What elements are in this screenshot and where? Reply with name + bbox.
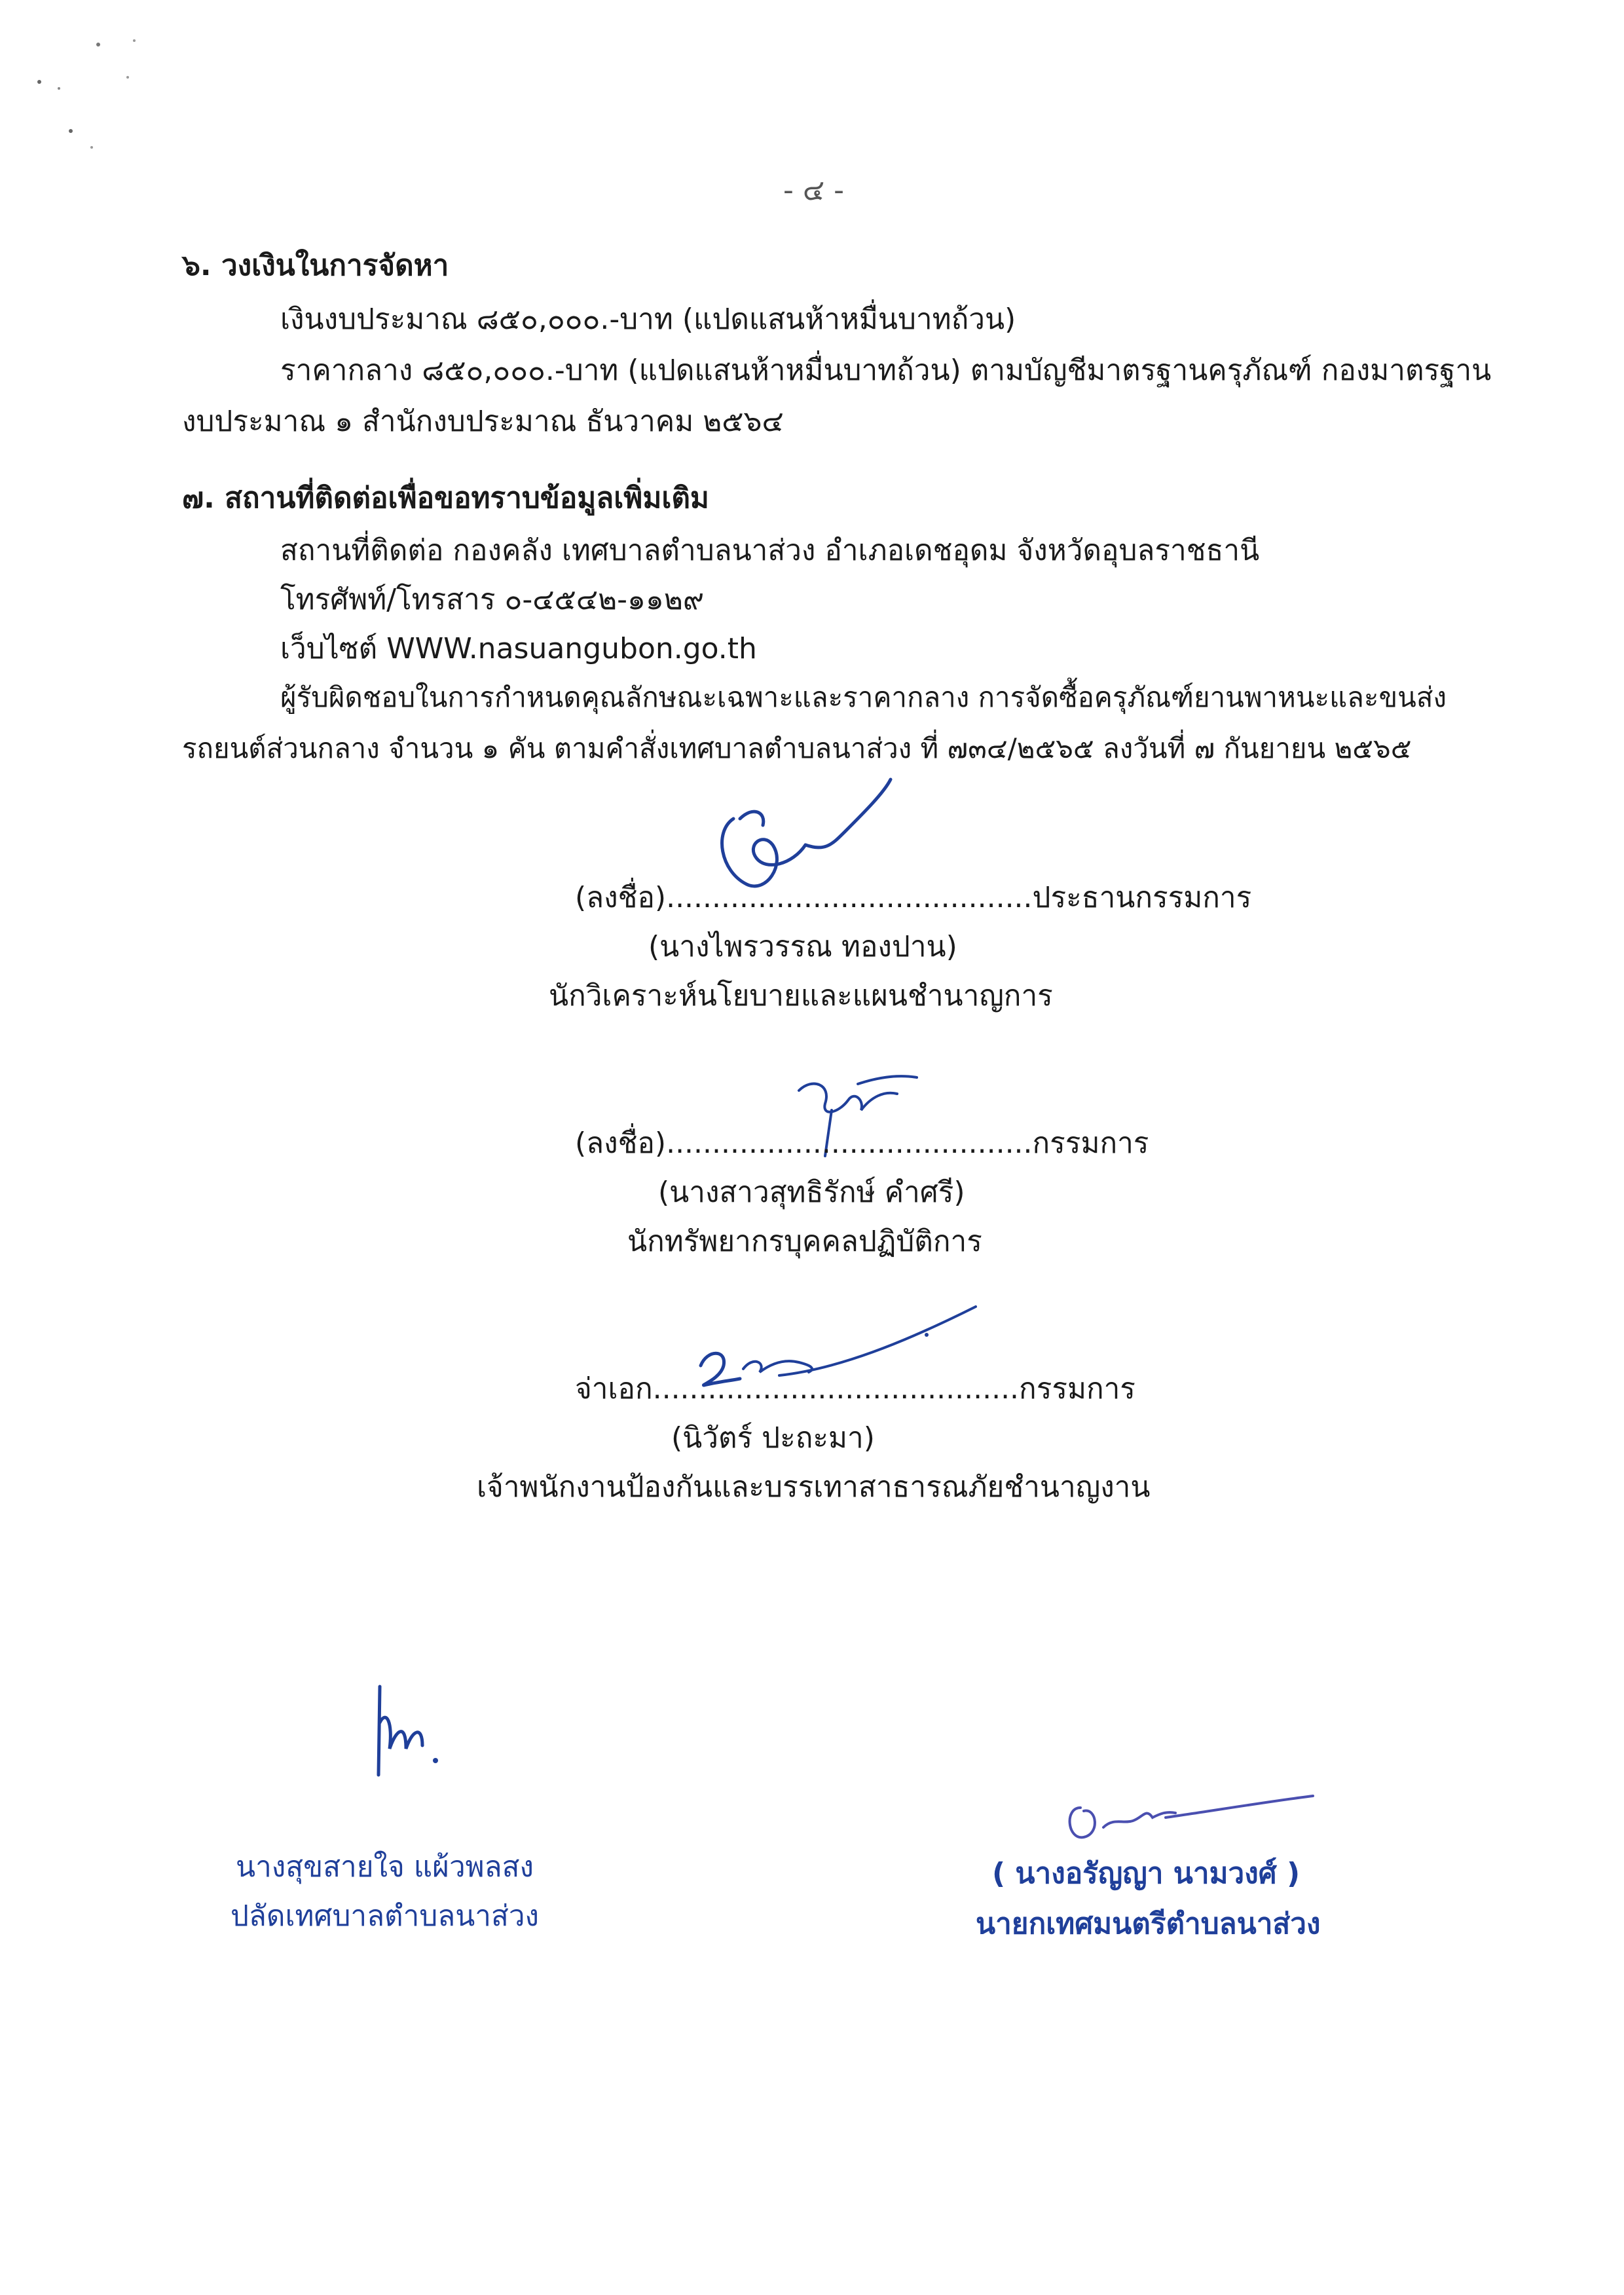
approver-left-position: ปลัดเทศบาลตำบลนาส่วง — [231, 1899, 540, 1933]
signatory1-sign-line — [575, 881, 1251, 916]
signatory2-dots: ........................................ — [666, 1127, 1033, 1160]
section7-website: เว็บไซต์ WWW.nasuangubon.go.th — [280, 632, 757, 665]
signatory1-role: ประธานกรรมการ — [1032, 881, 1252, 914]
signatory3-dots: ........................................ — [652, 1372, 1020, 1406]
signatory3-name: (นิวัตร์ ปะถะมา) — [671, 1421, 875, 1455]
section6-budget-line: เงินงบประมาณ ๘๕๐,๐๐๐.-บาท (แปดแสนห้าหมื่นบาทถ้วน) — [280, 303, 1016, 336]
signatory3-prefix: จ่าเอก — [575, 1372, 653, 1406]
signatory2-role: กรรมการ — [1032, 1127, 1149, 1160]
signatory2-position: นักทรัพยากรบุคคลปฏิบัติการ — [627, 1225, 982, 1258]
section7-responsible-line2: รถยนต์ส่วนกลาง จำนวน ๑ คัน ตามคำสั่งเทศบาลตำบลนาส่วง ที่ ๗๓๔/๒๕๖๕ ลงวันที่ ๗ กันยายน ๒๕๖๕ — [182, 732, 1412, 764]
signatory2-prefix: (ลงชื่อ) — [575, 1127, 667, 1160]
section6-median-line2: งบประมาณ ๑ สำนักงบประมาณ ธันวาคม ๒๕๖๔ — [182, 405, 784, 438]
signatory1-name: (นางไพรวรรณ ทองปาน) — [648, 930, 957, 963]
signatory2-sign-line — [575, 1127, 1149, 1161]
signatory1-prefix: (ลงชื่อ) — [575, 881, 667, 914]
signatory1-dots: ........................................ — [666, 881, 1033, 914]
section7-contact-place: สถานที่ติดต่อ กองคลัง เทศบาลตำบลนาส่วง อำเภอเดชอุดม จังหวัดอุบลราชธานี — [280, 534, 1260, 567]
approver-right-name: ( นางอรัญญา นามวงศ์ ) — [992, 1857, 1301, 1890]
signatory3-position: เจ้าพนักงานป้องกันและบรรเทาสาธารณภัยชำนาญงาน — [477, 1470, 1151, 1504]
section6-heading: ๖. วงเงินในการจัดหา — [182, 249, 449, 282]
approver-left-name: นางสุขสายใจ แผ้วพลสง — [236, 1850, 534, 1884]
section7-heading: ๗. สถานที่ติดต่อเพื่อขอทราบข้อมูลเพิ่มเติม — [182, 481, 709, 515]
signatory2-name: (นางสาวสุทธิรักษ์ คำศรี) — [658, 1176, 965, 1209]
signature-approver-left — [367, 1683, 458, 1788]
signatory3-role: กรรมการ — [1019, 1372, 1135, 1406]
section7-phone-fax: โทรศัพท์/โทรสาร ๐-๔๕๔๒-๑๑๒๙ — [280, 583, 705, 616]
signatory3-sign-line — [575, 1372, 1135, 1407]
signature-approver-right — [1061, 1782, 1323, 1854]
section6-median-line1: ราคากลาง ๘๕๐,๐๐๐.-บาท (แปดแสนห้าหมื่นบาทถ้วน) ตามบัญชีมาตรฐานครุภัณฑ์ กองมาตรฐาน — [280, 354, 1492, 387]
section7-responsible-line1: ผู้รับผิดชอบในการกำหนดคุณลักษณะเฉพาะและราคากลาง การจัดซื้อครุภัณฑ์ยานพาหนะและขนส่ง — [280, 681, 1447, 713]
signatory1-position: นักวิเคราะห์นโยบายและแผนชำนาญการ — [549, 979, 1053, 1013]
page-number: - ๔ - — [783, 174, 845, 207]
scan-specks — [26, 26, 157, 157]
approver-right-position: นายกเทศมนตรีตำบลนาส่วง — [976, 1907, 1321, 1941]
